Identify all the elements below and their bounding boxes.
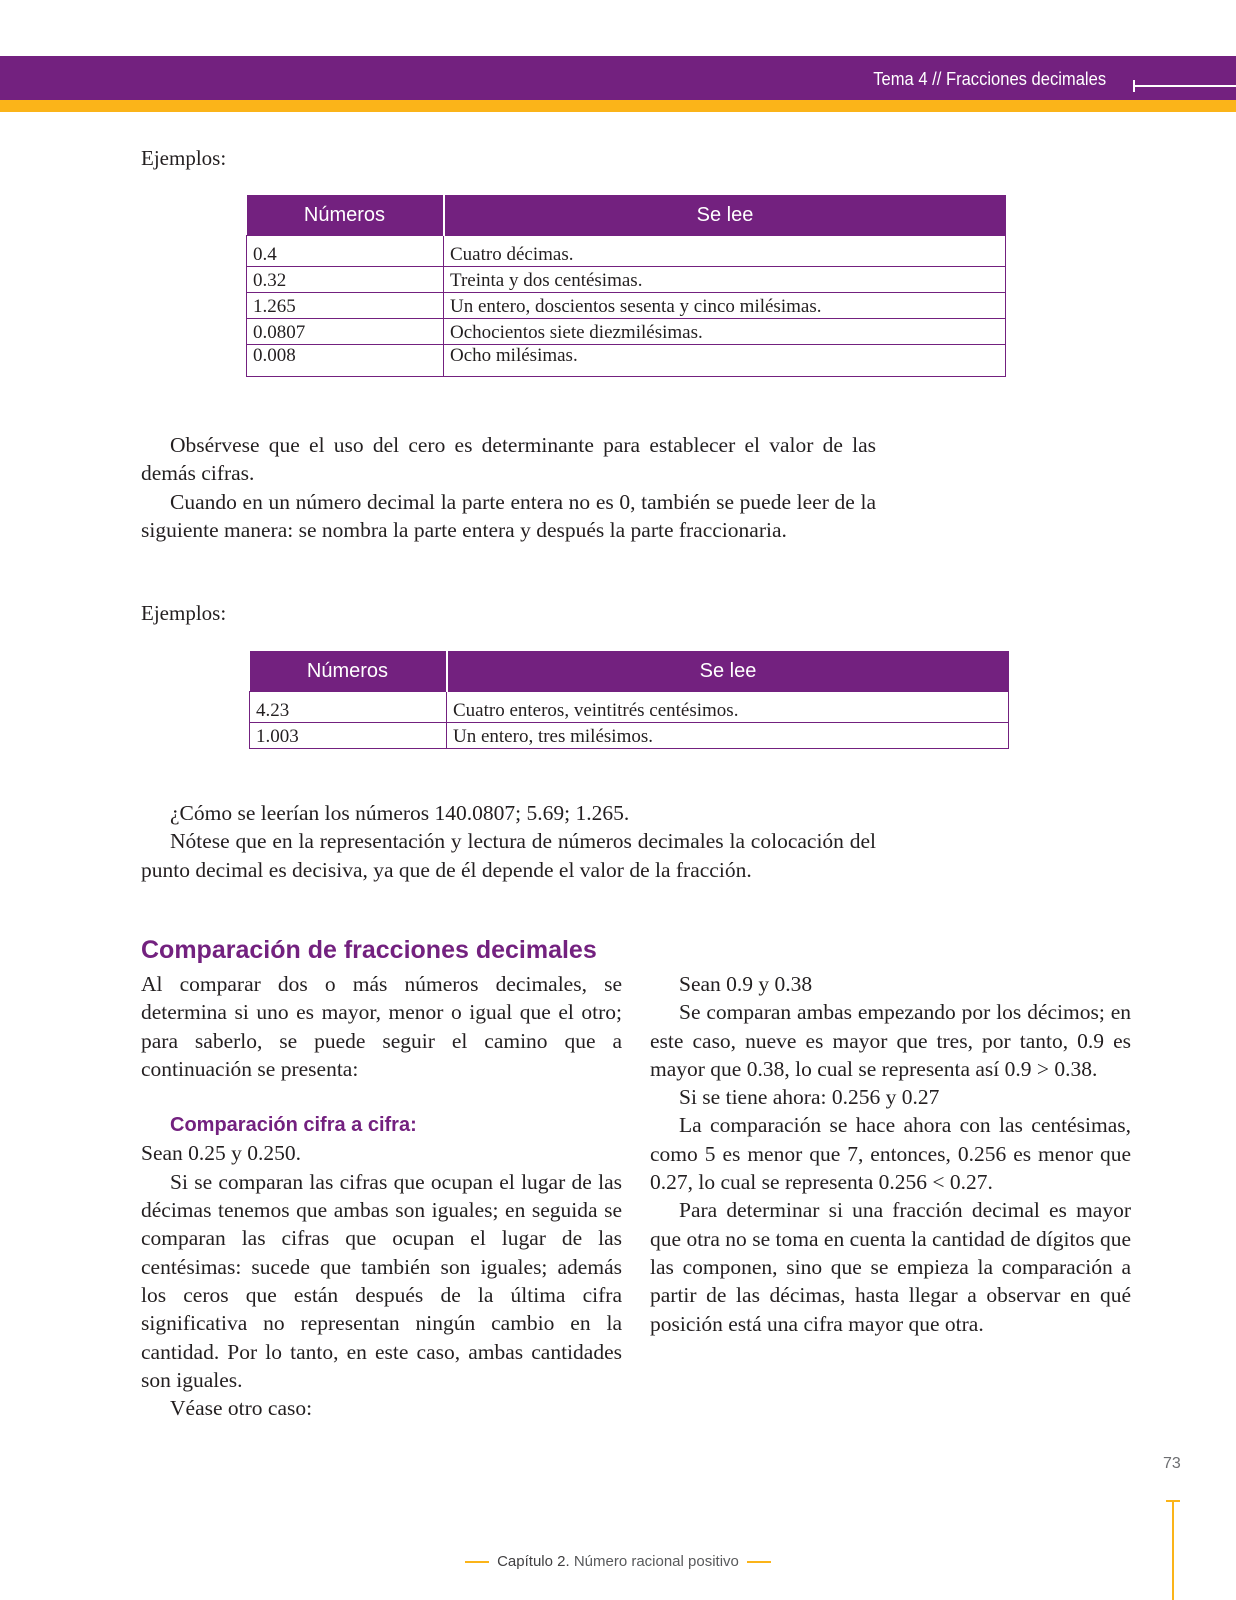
page-number: 73: [1163, 1455, 1181, 1472]
table-row: [247, 293, 1006, 319]
paragraph-text: Si se comparan las cifras que ocupan el lugar de las décimas tenemos que ambas son iguales; en seguida se comparan las cifras que ocupan el lugar de las centésimas: sucede que también son iguales; además los ceros que están después de la última cifra significativa no representan ningún cambio en la cantidad. Por lo tanto, en este caso, ambas cantidades son iguales.: [141, 1169, 622, 1392]
right-column: [650, 970, 1131, 1338]
left-column: [141, 970, 622, 1422]
table-row: [250, 723, 1009, 749]
table-header-reading: Se lee: [447, 651, 1009, 692]
table-cell-reading: Un entero, doscientos sesenta y cinco milésimas.: [444, 293, 1006, 319]
table-cell-number: 0.0807: [247, 319, 444, 345]
side-rule: [1172, 1500, 1174, 1600]
header-stripe: [0, 100, 1236, 112]
table-row: [247, 267, 1006, 293]
header-title: Tema 4 // Fracciones decimales: [873, 69, 1106, 89]
table-row: [247, 236, 1006, 267]
section-title: Comparación de fracciones decimales: [141, 936, 597, 964]
paragraph-text: Sean 0.9 y 0.38: [679, 972, 813, 996]
paragraph-text: Cuando en un número decimal la parte entera no es 0, también se puede leer de la siguiente manera: se nombra la parte entera y después la parte fraccionaria.: [141, 489, 876, 542]
table-header-numbers: Números: [247, 195, 444, 236]
examples-table-1: [246, 195, 1006, 377]
paragraph-text: Obsérvese que el uso del cero es determinante para establecer el valor de las demás cifras.: [141, 433, 876, 486]
footer-rule-left: [465, 1561, 489, 1563]
paragraph-decimal-point: [141, 799, 876, 884]
paragraph-text: ¿Cómo se leerían los números 140.0807; 5.69; 1.265.: [170, 801, 630, 825]
table-cell-number: 1.265: [247, 293, 444, 319]
footer-rule-right: [747, 1561, 771, 1563]
table-cell-number: 4.23: [250, 692, 447, 723]
table-header-numbers: Números: [250, 651, 447, 692]
paragraph-text: Para determinar si una fracción decimal es mayor que otra no se toma en cuenta la cantidad de dígitos que las componen, sino que se empieza la comparación a partir de las décimas, hasta llegar a observar en qué posición está una cifra mayor que otra.: [650, 1198, 1131, 1336]
table-cell-number: 1.003: [250, 723, 447, 749]
table-row: [247, 345, 1006, 377]
header-rule: [1133, 85, 1236, 87]
table-cell-number: 0.4: [247, 236, 444, 267]
table-cell-reading: Cuatro enteros, veintitrés centésimos.: [447, 692, 1009, 723]
table-cell-reading: Ocho milésimas.: [444, 345, 1006, 377]
examples-label-2: Ejemplos:: [141, 601, 227, 625]
table-cell-reading: Un entero, tres milésimos.: [447, 723, 1009, 749]
subheading: Comparación cifra a cifra:: [170, 1114, 417, 1137]
paragraph-text: Nótese que en la representación y lectura de números decimales la colocación del punto decimal es decisiva, ya que de él depende el valor de la fracción.: [141, 829, 876, 882]
footer: [0, 1553, 1236, 1570]
paragraph-zero-importance: [141, 431, 876, 544]
table-header-reading: Se lee: [444, 195, 1006, 236]
paragraph-text: Si se tiene ahora: 0.256 y 0.27: [679, 1085, 940, 1110]
section-intro: Al comparar dos o más números decimales, se determina si uno es mayor, menor o igual que el otro; para saberlo, se puede seguir el camino que a continuación se presenta:: [141, 972, 622, 1081]
table-cell-number: 0.32: [247, 267, 444, 293]
footer-chapter: Capítulo 2.: [497, 1553, 570, 1570]
paragraph-text: La comparación se hace ahora con las centésimas, como 5 es menor que 7, entonces, 0.256 es menor que 0.27, lo cual se representa 0.256 < 0.27.: [650, 1113, 1131, 1195]
paragraph-text: Véase otro caso:: [170, 1396, 313, 1421]
table-row: [250, 692, 1009, 723]
table-row: [247, 319, 1006, 345]
table-cell-reading: Treinta y dos centésimas.: [444, 267, 1006, 293]
examples-label-1: Ejemplos:: [141, 146, 227, 170]
footer-chapter-title: Número racional positivo: [573, 1553, 739, 1570]
table-cell-reading: Ochocientos siete diezmilésimas.: [444, 319, 1006, 345]
paragraph-text: Sean 0.25 y 0.250.: [141, 1141, 302, 1166]
table-cell-reading: Cuatro décimas.: [444, 236, 1006, 267]
examples-table-2: [249, 651, 1009, 749]
paragraph-text: Se comparan ambas empezando por los décimos; en este caso, nueve es mayor que tres, por tanto, 0.9 es mayor que 0.38, lo cual se representa así 0.9 > 0.38.: [650, 1000, 1131, 1081]
table-cell-number: 0.008: [247, 345, 444, 377]
